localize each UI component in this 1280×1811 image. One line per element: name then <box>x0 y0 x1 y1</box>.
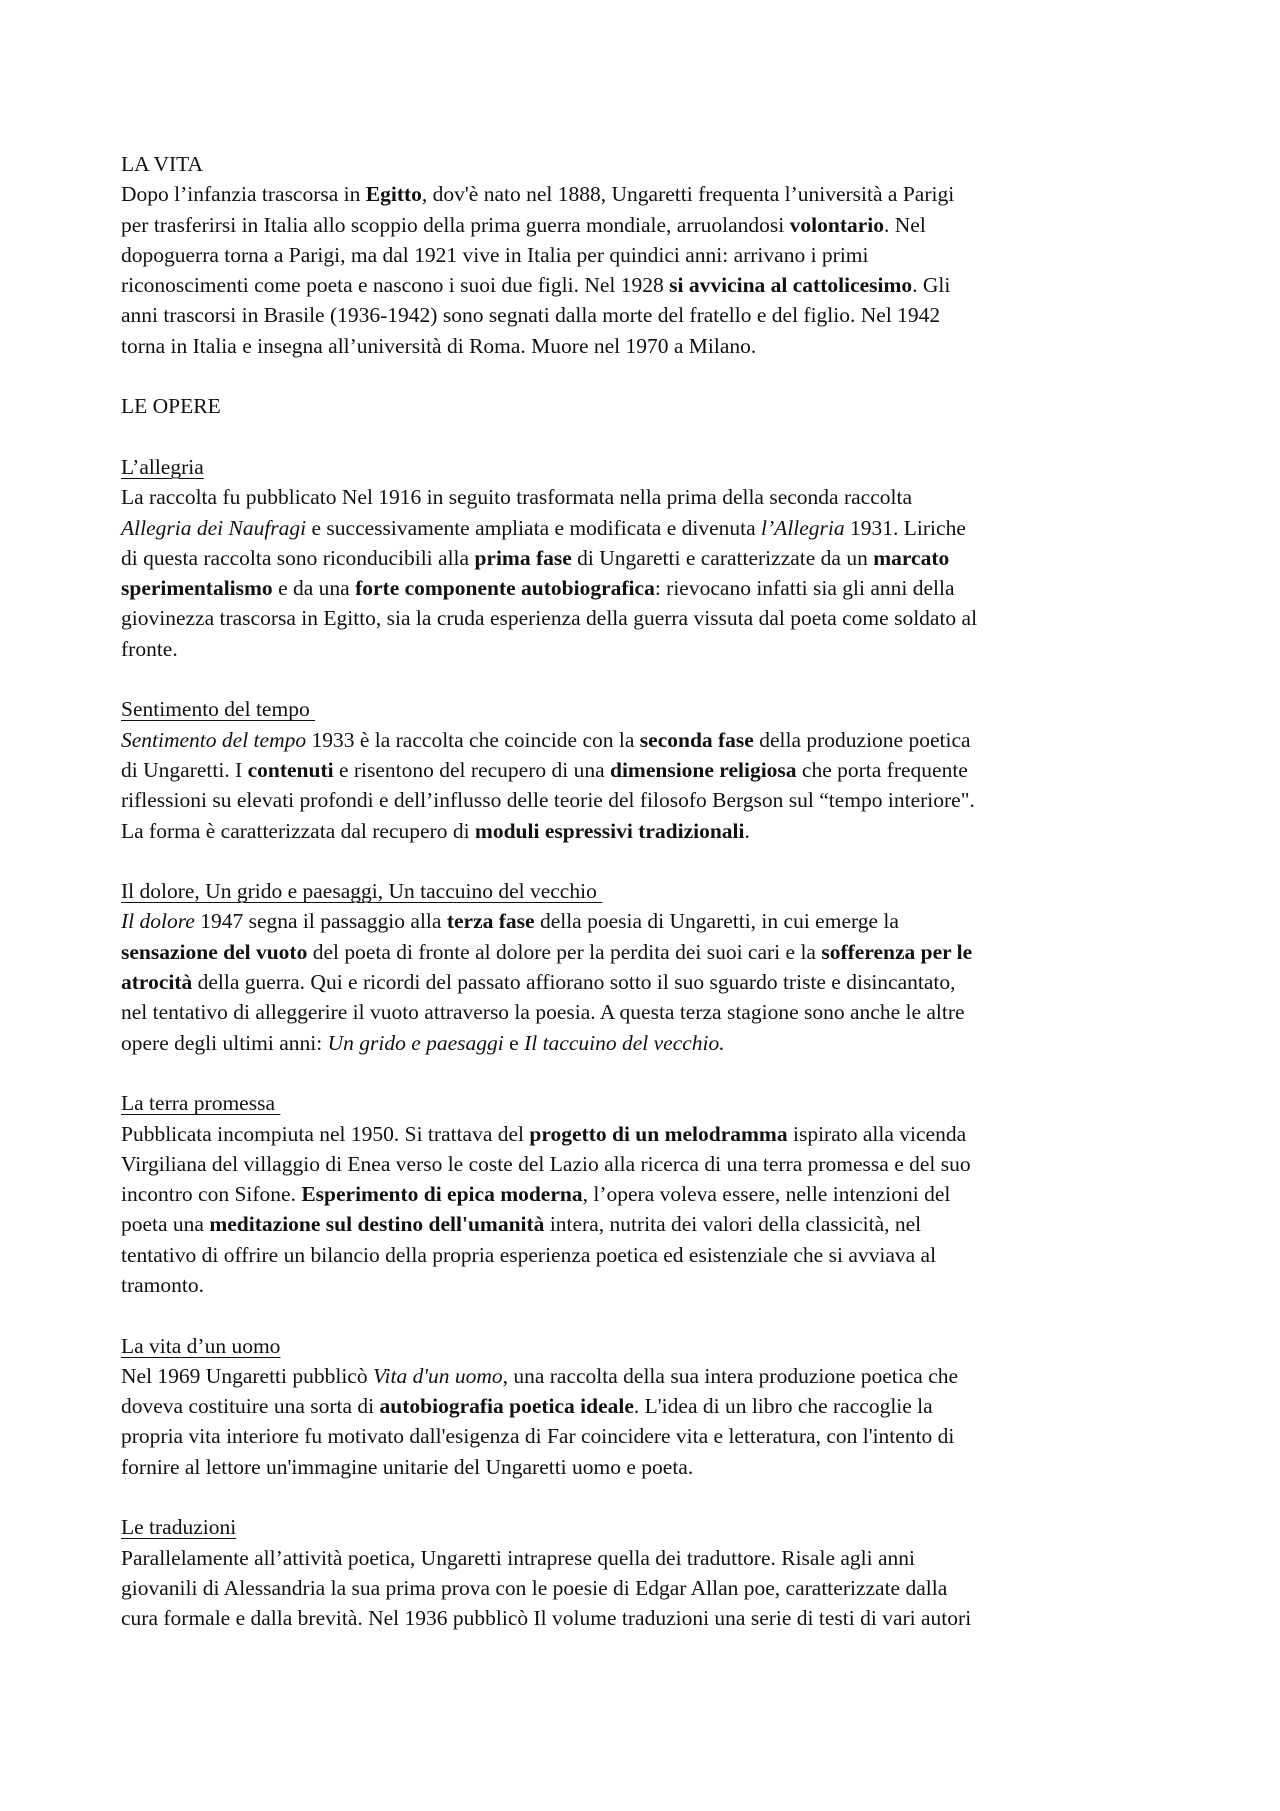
text-line <box>121 906 1171 936</box>
bold-text: sperimentalismo <box>121 576 273 601</box>
text-run: giovanili di Alessandria la sua prima prova con le poesie di Edgar Allan poe, caratterizzate dalla <box>121 1575 948 1600</box>
text-run: nel tentativo di alleggerire il vuoto attraverso la poesia. A questa terza stagione sono anche le altre <box>121 1000 965 1025</box>
text-line <box>121 1452 1171 1482</box>
paragraph <box>121 1119 1171 1301</box>
text-run: dopoguerra torna a Parigi, ma dal 1921 vive in Italia per quindici anni: arrivano i primi <box>121 242 869 267</box>
text-line <box>121 1603 1171 1633</box>
text-run: doveva costituire una sorta di <box>121 1394 380 1419</box>
text-run: e <box>503 1030 525 1055</box>
work-section-la-vita-dun-uomo <box>121 1331 1171 1482</box>
text-run: incontro con Sifone. <box>121 1182 302 1207</box>
bold-text: seconda fase <box>639 727 754 752</box>
text-run: : rievocano infatti sia gli anni della <box>654 576 955 601</box>
text-line <box>121 210 1171 240</box>
bold-text: Esperimento di epica moderna <box>301 1182 583 1207</box>
paragraph <box>121 482 1171 664</box>
work-title: La terra promessa <box>121 1091 281 1116</box>
text-run: di Ungaretti. I <box>121 757 248 782</box>
text-run: tentativo di offrire un bilancio della propria esperienza poetica ed esistenziale che si avviava al <box>121 1242 937 1267</box>
text-run: anni trascorsi in Brasile (1936-1942) sono segnati dalla morte del fratello e del figlio. Nel 1942 <box>121 303 941 328</box>
section-heading-opere: LE OPERE <box>121 394 221 419</box>
text-line <box>121 513 1171 543</box>
text-run: della produzione poetica <box>753 727 971 752</box>
text-run: La raccolta fu pubblicato Nel 1916 in seguito trasformata nella prima della seconda raccolta <box>121 485 912 510</box>
text-run: fronte. <box>121 636 178 661</box>
text-run: propria vita interiore fu motivato dall'esigenza di Far coincidere vita e letteratura, con l'intento di <box>121 1424 955 1449</box>
text-run: Nel 1969 Ungaretti pubblicò <box>121 1363 373 1388</box>
bold-text: marcato <box>873 545 950 570</box>
italic-text: Allegria dei Naufragi <box>121 515 307 540</box>
work-section-il-dolore <box>121 876 1171 1058</box>
bold-text: sofferenza per le <box>821 939 973 964</box>
text-line <box>121 1209 1171 1239</box>
italic-text: Un grido e paesaggi <box>327 1030 504 1055</box>
text-run: di Ungaretti e caratterizzate da un <box>571 545 874 570</box>
text-line <box>121 543 1171 573</box>
paragraph <box>121 1361 1171 1482</box>
text-run: 1931. Liriche <box>844 515 966 540</box>
bold-text: volontario <box>789 212 885 237</box>
text-line <box>121 1421 1171 1451</box>
blank-line <box>121 664 1171 694</box>
text-line <box>121 634 1171 664</box>
text-line <box>121 785 1171 815</box>
text-run: , l’opera voleva essere, nelle intenzioni del <box>582 1182 951 1207</box>
bold-text: contenuti <box>247 757 334 782</box>
text-line <box>121 755 1171 785</box>
text-run: 1933 è la raccolta che coincide con la <box>306 727 640 752</box>
text-run: della poesia di Ungaretti, in cui emerge la <box>534 909 899 934</box>
bold-text: Egitto <box>365 182 422 207</box>
text-line <box>121 573 1171 603</box>
paragraph <box>121 1543 1171 1634</box>
text-line <box>121 1179 1171 1209</box>
bold-text: terza fase <box>446 909 535 934</box>
text-line <box>121 967 1171 997</box>
blank-line <box>121 1482 1171 1512</box>
italic-text: Vita d'un uomo <box>372 1363 503 1388</box>
text-run: ispirato alla vicenda <box>787 1121 967 1146</box>
bold-text: prima fase <box>474 545 572 570</box>
italic-text: l’Allegria <box>761 515 845 540</box>
bold-text: meditazione sul destino dell'umanità <box>209 1212 545 1237</box>
text-run: tramonto. <box>121 1272 204 1297</box>
text-line <box>121 270 1171 300</box>
paragraph-vita <box>121 179 1171 361</box>
work-title: La vita d’un uomo <box>121 1333 281 1358</box>
text-line <box>121 482 1171 512</box>
italic-text: Il dolore <box>121 909 195 934</box>
text-line <box>121 725 1171 755</box>
italic-text: Il taccuino del vecchio. <box>524 1030 725 1055</box>
text-line <box>121 1149 1171 1179</box>
text-run: del poeta di fronte al dolore per la perdita dei suoi cari e la <box>307 939 822 964</box>
text-line <box>121 240 1171 270</box>
work-title: L’allegria <box>121 454 204 479</box>
text-run: Dopo l’infanzia trascorsa in <box>121 182 366 207</box>
text-line <box>121 179 1171 209</box>
text-line <box>121 300 1171 330</box>
text-line <box>121 1573 1171 1603</box>
blank-line <box>121 846 1171 876</box>
text-run: . <box>744 818 750 843</box>
text-run: per trasferirsi in Italia allo scoppio della prima guerra mondiale, arruolandosi <box>121 212 790 237</box>
bold-text: progetto di un melodramma <box>529 1121 788 1146</box>
bold-text: atrocità <box>121 970 193 995</box>
bold-text: dimensione religiosa <box>610 757 797 782</box>
work-section-allegria <box>121 452 1171 664</box>
text-line <box>121 1543 1171 1573</box>
work-section-sentimento-del-tempo <box>121 694 1171 845</box>
text-line <box>121 331 1171 361</box>
text-run: giovinezza trascorsa in Egitto, sia la cruda esperienza della guerra vissuta dal poeta come soldato al <box>121 606 978 631</box>
text-run: della guerra. Qui e ricordi del passato affiorano sotto il suo sguardo triste e disincantato, <box>192 970 956 995</box>
text-run: . Nel <box>884 212 926 237</box>
text-line <box>121 1119 1171 1149</box>
work-title: Sentimento del tempo <box>121 697 316 722</box>
document-page <box>121 149 1171 1634</box>
blank-line <box>121 1300 1171 1330</box>
text-run: fornire al lettore un'immagine unitarie del Ungaretti uomo e poeta. <box>121 1454 694 1479</box>
text-line <box>121 1028 1171 1058</box>
text-line <box>121 1391 1171 1421</box>
text-run: Parallelamente all’attività poetica, Ungaretti intraprese quella dei traduttore. Risale agli anni <box>121 1545 915 1570</box>
blank-line <box>121 361 1171 391</box>
text-run: opere degli ultimi anni: <box>121 1030 328 1055</box>
text-run: e risentono del recupero di una <box>333 757 610 782</box>
text-run: Virgiliana del villaggio di Enea verso le coste del Lazio alla ricerca di una terra promessa e del suo <box>121 1151 971 1176</box>
text-run: e successivamente ampliata e modificata e divenuta <box>306 515 762 540</box>
work-title: Il dolore, Un grido e paesaggi, Un taccuino del vecchio <box>121 879 603 904</box>
text-run: La forma è caratterizzata dal recupero di <box>121 818 475 843</box>
text-line <box>121 603 1171 633</box>
blank-line <box>121 422 1171 452</box>
bold-text: sensazione del vuoto <box>121 939 308 964</box>
bold-text: moduli espressivi tradizionali <box>474 818 745 843</box>
paragraph <box>121 725 1171 846</box>
text-run: e da una <box>272 576 356 601</box>
text-run: riflessioni su elevati profondi e dell’influsso delle teorie del filosofo Bergson sul “tempo interiore". <box>121 788 975 813</box>
text-run: torna in Italia e insegna all’università di Roma. Muore nel 1970 a Milano. <box>121 333 757 358</box>
text-line <box>121 937 1171 967</box>
section-heading-vita: LA VITA <box>121 152 204 176</box>
text-run: che porta frequente <box>796 757 968 782</box>
text-run: cura formale e dalla brevità. Nel 1936 pubblicò Il volume traduzioni una serie di testi di vari autori <box>121 1606 972 1631</box>
text-line <box>121 1270 1171 1300</box>
work-title: Le traduzioni <box>121 1515 237 1540</box>
bold-text: si avvicina al cattolicesimo <box>669 273 913 298</box>
text-run: , una raccolta della sua intera produzione poetica che <box>502 1363 959 1388</box>
bold-text: autobiografia poetica ideale <box>379 1394 634 1419</box>
work-section-le-traduzioni <box>121 1512 1171 1633</box>
text-run: di questa raccolta sono riconducibili alla <box>121 545 475 570</box>
text-run: riconoscimenti come poeta e nascono i suoi due figli. Nel 1928 <box>121 273 670 298</box>
text-run: . L'idea di un libro che raccoglie la <box>633 1394 933 1419</box>
text-line <box>121 1240 1171 1270</box>
text-run: , dov'è nato nel 1888, Ungaretti frequenta l’università a Parigi <box>421 182 955 207</box>
text-run: Pubblicata incompiuta nel 1950. Si trattava del <box>121 1121 530 1146</box>
text-run: 1947 segna il passaggio alla <box>194 909 447 934</box>
text-line <box>121 816 1171 846</box>
text-run: . Gli <box>912 273 951 298</box>
text-line <box>121 997 1171 1027</box>
blank-line <box>121 1058 1171 1088</box>
text-run: intera, nutrita dei valori della classicità, nel <box>544 1212 922 1237</box>
work-section-la-terra-promessa <box>121 1088 1171 1300</box>
bold-text: forte componente autobiografica <box>355 576 655 601</box>
text-run: poeta una <box>121 1212 210 1237</box>
paragraph <box>121 906 1171 1057</box>
italic-text: Sentimento del tempo <box>121 727 307 752</box>
text-line <box>121 1361 1171 1391</box>
